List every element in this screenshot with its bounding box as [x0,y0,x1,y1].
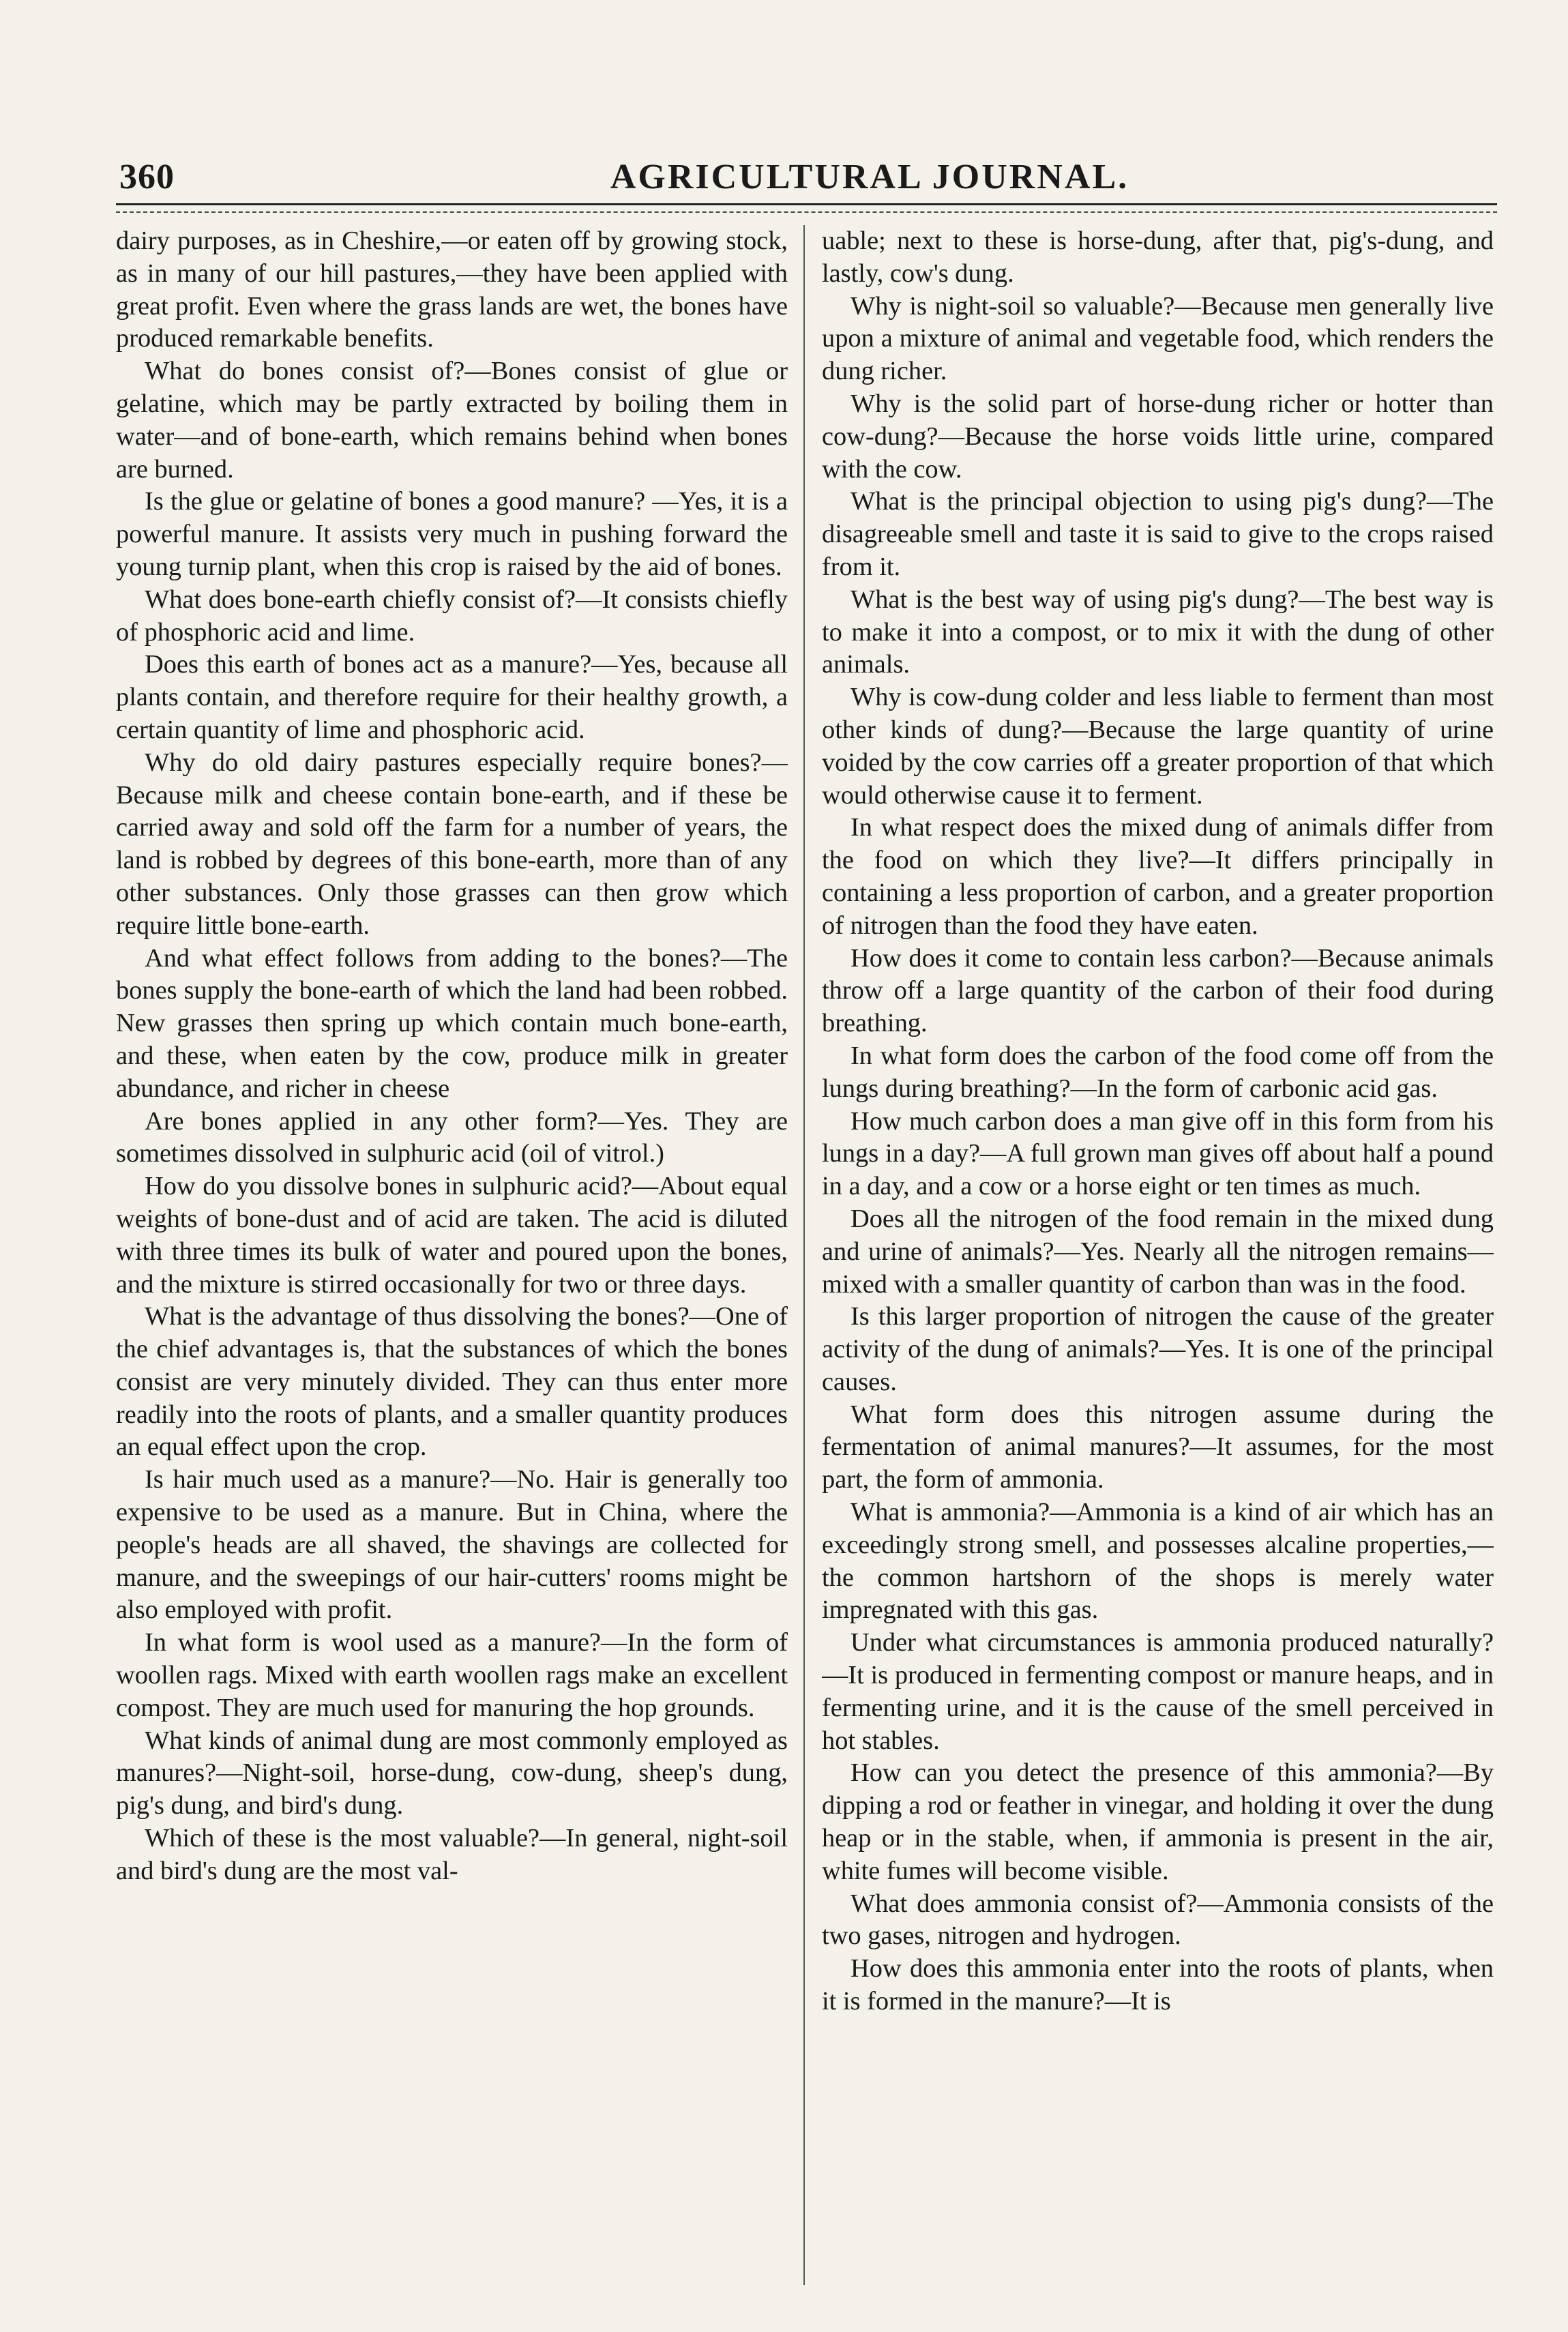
paragraph: What is the principal objection to using pig's dung?—The disagreeable smell and taste it is said to give to the crops raised from it. [822,487,1494,581]
paragraph: What is ammonia?—Ammonia is a kind of air which has an exceedingly strong smell, and possesses alcaline properties,—the common hartshorn of the shops is merely water impregnated with this gas. [822,1498,1494,1625]
paragraph: What is the advantage of thus dissolving the bones?—One of the chief advantages is, that the substances of which the bones consist are very minutely divided. They can thus enter more readily into the roots of plants, and a smaller quantity produces an equal effect upon the crop. [116,1302,788,1462]
paragraph: Under what circumstances is ammonia produced naturally?—It is produced in fermenting compost or manure heaps, and in fermenting urine, and it is the cause of the smell perceived in hot stables. [822,1628,1494,1755]
paragraph: Does all the nitrogen of the food remain in the mixed dung and urine of animals?—Yes. Nearly all the nitrogen remains—mixed with a smaller quantity of carbon than was in the food. [822,1204,1494,1299]
paragraph: What does ammonia consist of?—Ammonia consists of the two gases, nitrogen and hydrogen. [822,1889,1494,1951]
paragraph: Are bones applied in any other form?—Yes. They are sometimes dissolved in sulphuric acid (oil of vitrol.) [116,1106,788,1168]
paragraph: How much carbon does a man give off in this form from his lungs in a day?—A full grown man gives off about half a pound in a day, and a cow or a horse eight or ten times as much. [822,1106,1494,1201]
paragraph: How can you detect the presence of this ammonia?—By dipping a rod or feather in vinegar, and holding it over the dung heap or in the stable, when, if ammonia is present in the air, white fumes will become visible. [822,1758,1494,1885]
paragraph: And what effect follows from adding to the bones?—The bones supply the bone-earth of which the land had been robbed. New grasses then spring up which contain much bone-earth, and these, when eaten by the cow, produce milk in greater abundance, and richer in cheese [116,943,788,1103]
paragraph: How does this ammonia enter into the roots of plants, when it is formed in the manure?—It is [822,1954,1494,2016]
paragraph: What is the best way of using pig's dung?—The best way is to make it into a compost, or to mix it with the dung of other animals. [822,585,1494,679]
paragraph: Is the glue or gelatine of bones a good manure? —Yes, it is a powerful manure. It assists very much in pushing forward the young turnip plant, when this crop is raised by the aid of bones. [116,487,788,581]
paragraph: In what form is wool used as a manure?—In the form of woollen rags. Mixed with earth woollen rags make an excellent compost. They are much used for manuring the hop grounds. [116,1628,788,1722]
paragraph: Is hair much used as a manure?—No. Hair is generally too expensive to be used as a manure. But in China, where the people's heads are all shaved, the shavings are collected for manure, and the sweepings of our hair-cutters' rooms might be also employed with profit. [116,1465,788,1625]
paragraph: Does this earth of bones act as a manure?—Yes, because all plants contain, and therefore require for their healthy growth, a certain quantity of lime and phosphoric acid. [116,650,788,744]
running-title: AGRICULTURAL JOURNAL. [610,158,1129,196]
paragraph: In what form does the carbon of the food come off from the lungs during breathing?—In the form of carbonic acid gas. [822,1041,1494,1103]
right-column [822,225,1494,2285]
left-column [116,225,788,2285]
column-divider [803,225,805,2285]
paragraph: Why do old dairy pastures especially require bones?—Because milk and cheese contain bone-earth, and if these be carried away and sold off the farm for a number of years, the land is robbed by degrees of this bone-earth, more than of any other substances. Only those grasses can then grow which require little bone-earth. [116,748,788,940]
paragraph: Is this larger proportion of nitrogen the cause of the greater activity of the dung of animals?—Yes. It is one of the principal causes. [822,1302,1494,1396]
paragraph: What kinds of animal dung are most commonly employed as manures?—Night-soil, horse-dung, cow-dung, sheep's dung, pig's dung, and bird's dung. [116,1726,788,1820]
paragraph: How do you dissolve bones in sulphuric acid?—About equal weights of bone-dust and of acid are taken. The acid is diluted with three times its bulk of water and poured upon the bones, and the mixture is stirred occasionally for two or three days. [116,1172,788,1299]
paragraph: What form does this nitrogen assume during the fermentation of animal manures?—It assumes, for the most part, the form of ammonia. [822,1400,1494,1494]
paragraph: uable; next to these is horse-dung, after that, pig's-dung, and lastly, cow's dung. [822,226,1494,288]
paragraph: What do bones consist of?—Bones consist of glue or gelatine, which may be partly extracted by boiling them in water—and of bone-earth, which remains behind when bones are burned. [116,357,788,484]
header-rule [116,203,1497,205]
page-number: 360 [119,158,175,196]
paragraph: What does bone-earth chiefly consist of?—It consists chiefly of phosphoric acid and lime. [116,585,788,647]
paragraph: Why is cow-dung colder and less liable to ferment than most other kinds of dung?—Because the large quantity of urine voided by the cow carries off a greater proportion of that which would otherwise cause it to ferment. [822,683,1494,810]
paragraph: dairy purposes, as in Cheshire,—or eaten off by growing stock, as in many of our hill pastures,—they have been applied with great profit. Even where the grass lands are wet, the bones have produced remarkable benefits. [116,226,788,353]
paragraph: Which of these is the most valuable?—In general, night-soil and bird's dung are the most val- [116,1824,788,1885]
paragraph: Why is the solid part of horse-dung richer or hotter than cow-dung?—Because the horse voids little urine, compared with the cow. [822,389,1494,484]
paragraph: Why is night-soil so valuable?—Because men generally live upon a mixture of animal and vegetable food, which renders the dung richer. [822,291,1494,386]
paragraph: How does it come to contain less carbon?—Because animals throw off a large quantity of the carbon of their food during breathing. [822,943,1494,1038]
header-rule-dashed [116,211,1497,213]
paragraph: In what respect does the mixed dung of animals differ from the food on which they live?—It differs principally in containing a less proportion of carbon, and a greater proportion of nitrogen than the food they have eaten. [822,813,1494,940]
